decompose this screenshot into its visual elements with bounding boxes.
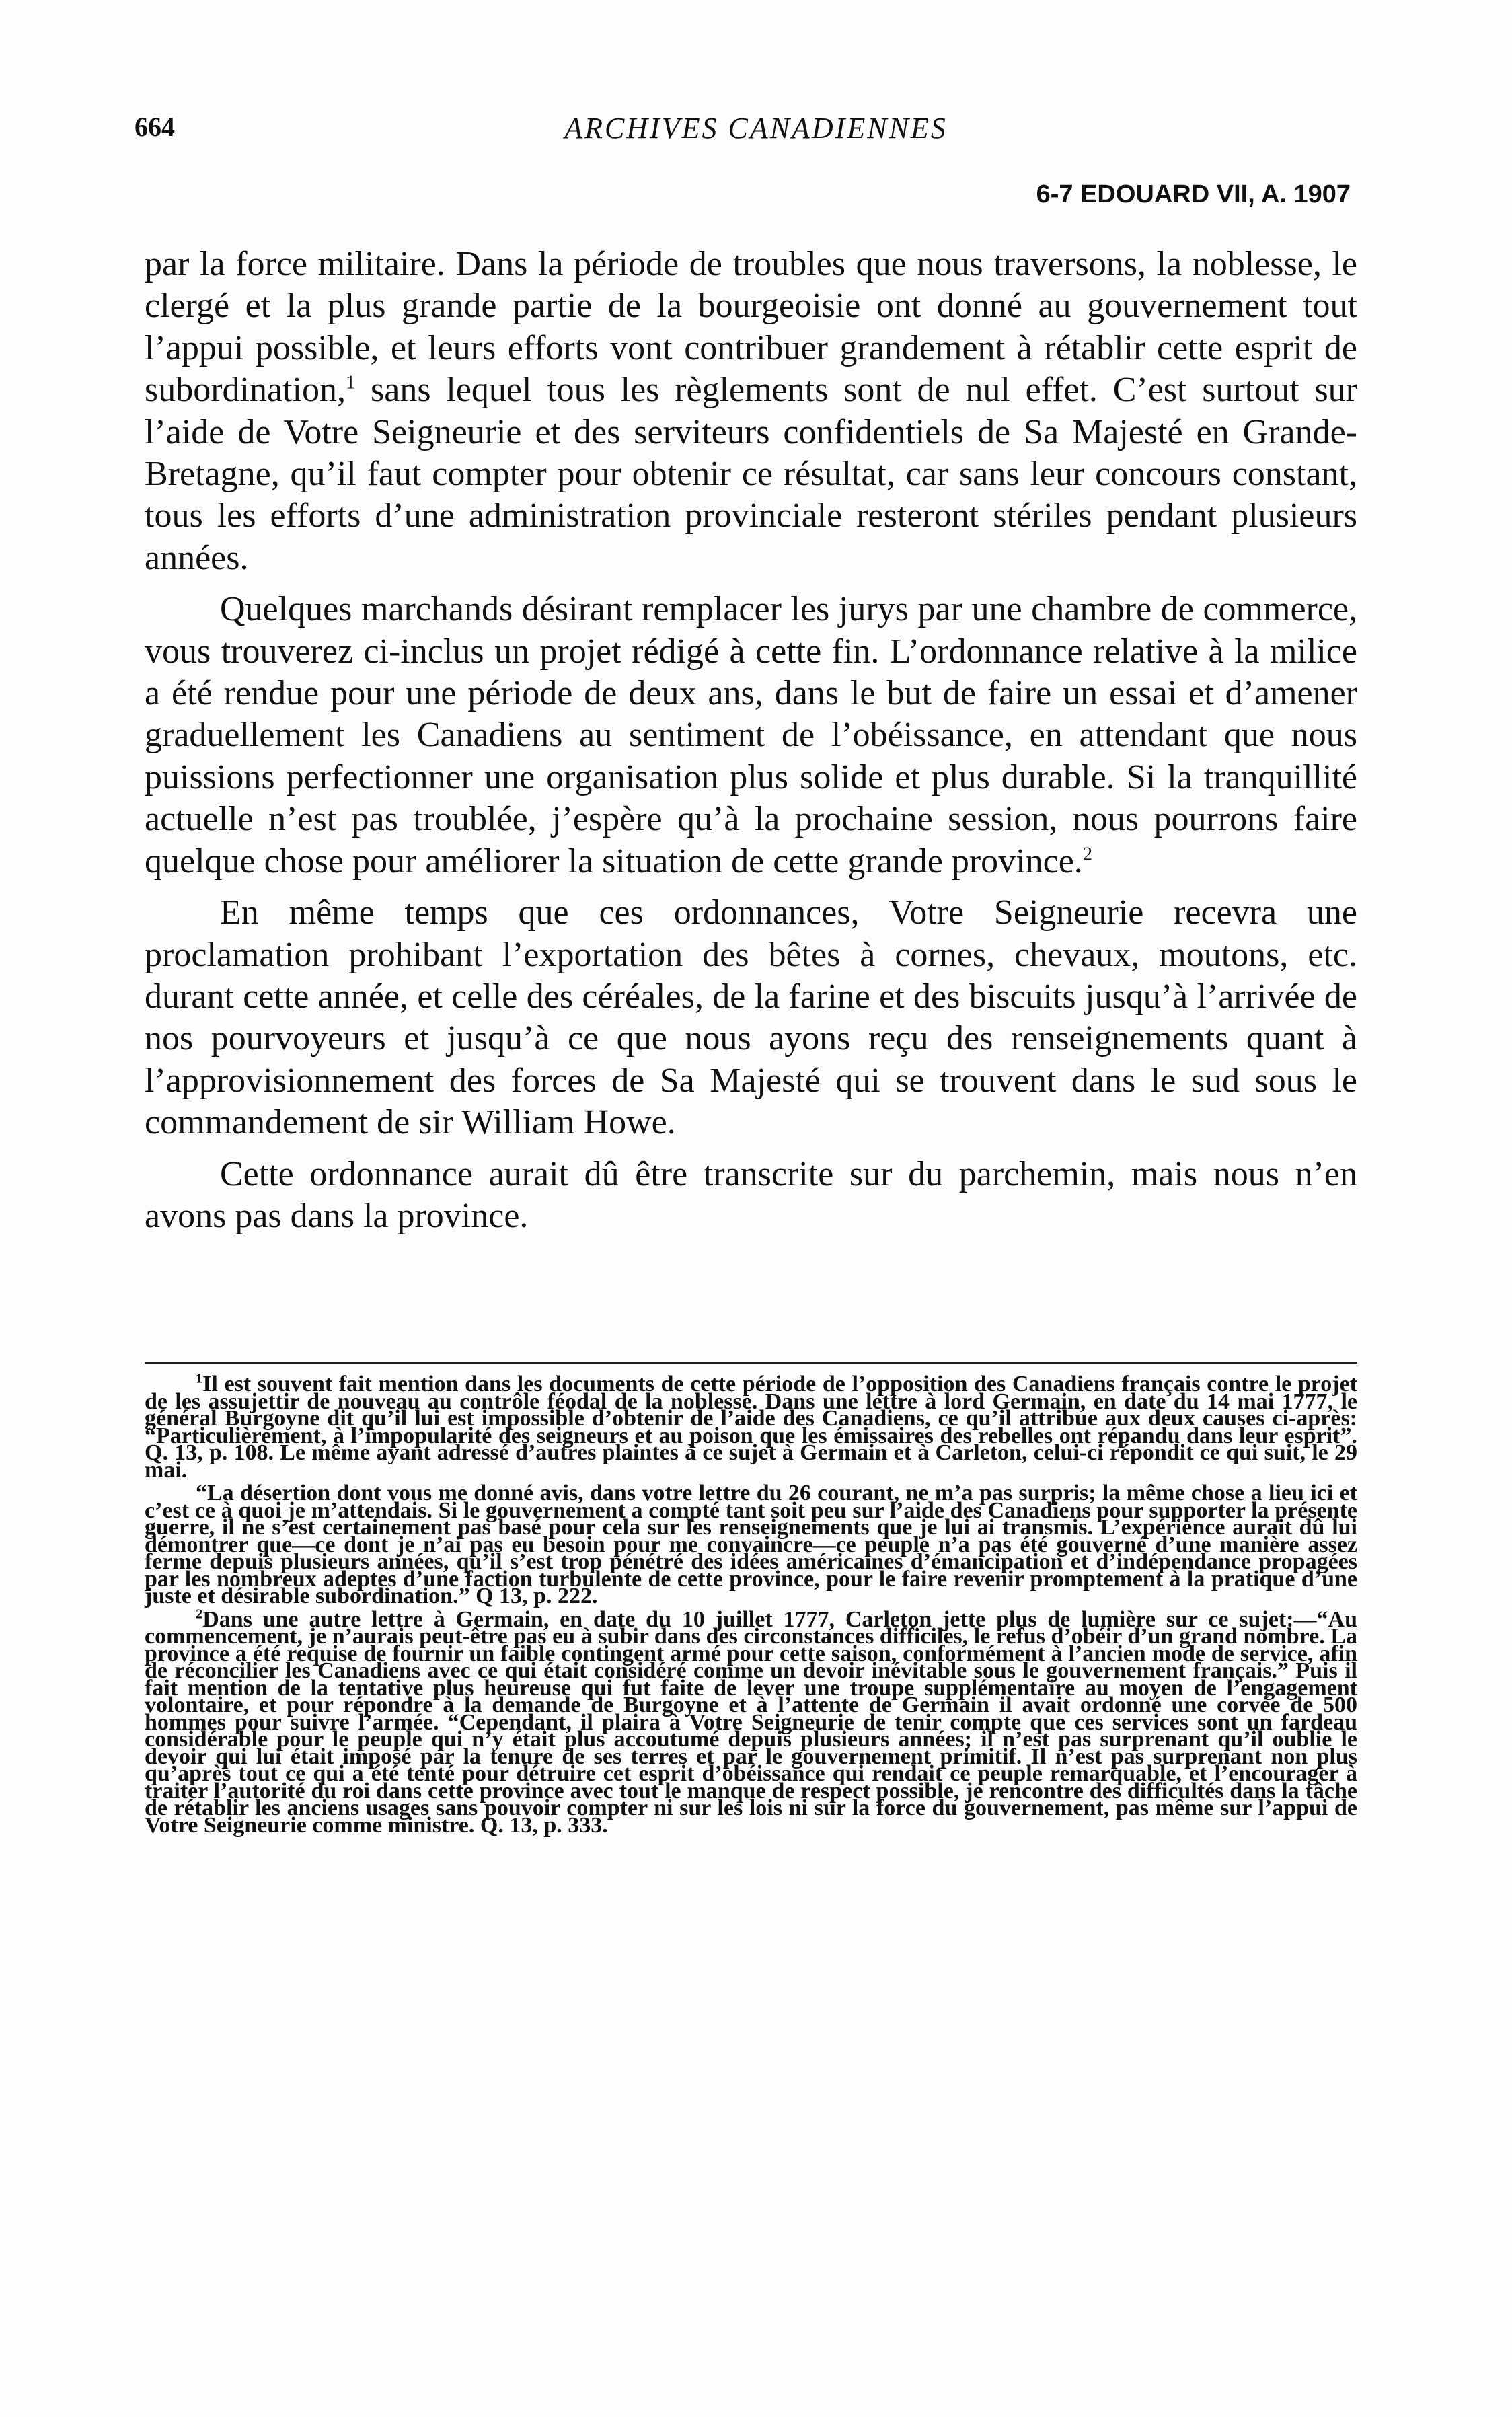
footnote-divider	[145, 1362, 1357, 1364]
paragraph-1-text-b: sans lequel tous les règlements sont de nul effet. C’est surtout sur l’aide de Votre Seigneurie et des serviteurs confidentiels de Sa Majesté en Grande-Bretagne, qu’il faut compter pour obtenir ce résultat, car sans leur concours constant, tous les efforts d’une administration provinciale resteront stériles pendant plusieurs années.	[145, 371, 1357, 577]
paragraph-4: Cette ordonnance aurait dû être transcrite sur du parchemin, mais nous n’en avons pas dans la province.	[145, 1154, 1357, 1235]
footnote-ref-2: 2	[1082, 844, 1093, 865]
volume-reference: 6-7 EDOUARD VII, A. 1907	[1036, 180, 1351, 209]
paragraph-3: En même temps que ces ordonnances, Votre Seigneurie recevra une proclamation prohibant l’exportation des bêtes à cornes, chevaux, moutons, etc. durant cette année, et celle des céréales, de la farine et des biscuits jusqu’à l’arrivée de nos pourvoyeurs et jusqu’à ce que nous ayons reçu des renseignements quant à l’approvisionnement des forces de Sa Majesté qui se trouvent dans le sud sous le commandement de sir William Howe.	[145, 893, 1357, 1142]
footnote-2-mark: 2	[196, 1606, 203, 1622]
paragraph-1-text-a: par la force militaire. Dans la période de troubles que nous traversons, la noblesse, le clergé et la plus grande partie de la bourgeoisie ont donné au gouvernement tout l’appui possible, et leurs efforts vont contribuer grandement à rétablir cette esprit de subordination,	[145, 245, 1357, 410]
footnote-2-text: Dans une autre lettre à Germain, en date du 10 juillet 1777, Carleton jette plus de lumière sur ce sujet:—“Au commencement, je n’aurais peut-être pas eu à subir dans des circonstances difficiles, le refus d’obéir d’un grand nombre. La province a été requise de fournir un faible contingent armé pour cette saison, conformément à l’ancien mode de service, afin de réconcilier les Canadiens avec ce qui était considéré comme un devoir inévitable sous le gouvernement français.” Puis il fait mention de la tentative plus heureuse qui fut faite de lever une troupe supplémentaire au moyen de l’engagement volontaire, et pour répondre à la demande de Burgoyne et à l’attente de Germain il avait ordonné une corvée de 500 hommes pour suivre l’armée. “Cependant, il plaira à Votre Seigneurie de tenir compte que ces services sont un fardeau considérable pour le peuple qui n’y était plus accoutumé depuis plusieurs années; il n’est pas surprenant qu’il oublie le devoir qui lui était imposé par la tenure de ses terres et par le gouvernement primitif. Il n’est pas surprenant non plus qu’après tout ce qui a été tenté pour détruire cet esprit d’obéissance qui rendait ce peuple remarquable, et l’encourager à traiter l’autorité du roi dans cette province avec tout le manque de respect possible, je rencontre des difficultés dans la tâche de rétablir les anciens usages sans pouvoir compter ni sur les lois ni sur la force du gouvernement, pas même sur l’appui de Votre Seigneurie comme ministre. Q. 13, p. 333.	[145, 1606, 1357, 1838]
page-number: 664	[135, 112, 175, 142]
footnote-1	[145, 1371, 1357, 1483]
running-title: ARCHIVES CANADIENNES	[564, 112, 948, 145]
paragraph-2	[145, 589, 1357, 883]
footnote-2	[145, 1606, 1357, 1838]
footnote-1-text: Il est souvent fait mention dans les documents de cette période de l’opposition des Canadiens français contre le projet de les assujettir de nouveau au contrôle féodal de la noblesse. Dans une lettre à lord Germain, en date du 14 mai 1777, le général Burgoyne dit qu’il lui est impossible d’obtenir de l’aide des Canadiens, ce qu’il attribue aux deux causes ci-après: “Particulièrement, à l’impopularité des seigneurs et au poison que les émissaires des rebelles ont répandu dans leur esprit”. Q. 13, p. 108. Le même ayant adressé d’autres plaintes à ce sujet à Germain et à Carleton, celui-ci répondit ce qui suit, le 29 mai.	[145, 1372, 1357, 1483]
footnote-1-mark: 1	[196, 1371, 203, 1386]
footnotes	[145, 1371, 1357, 1838]
footnote-1-quote: “La désertion dont vous me donné avis, dans votre lettre du 26 courant, ne m’a pas surpris; la même chose a lieu ici et c’est ce à quoi je m’attendais. Si le gouvernement a compté tant soit peu sur l’aide des Canadiens pour supporter la présente guerre, il ne s’est certainement pas basé pour cela sur les renseignements que je lui ai transmis. L’expérience aurait dû lui démontrer que—ce dont je n’ai pas eu besoin pour me convaincre—ce peuple n’a pas été gouverné d’une manière assez ferme depuis plusieurs années, qu’il s’est trop pénétré des idées américaines d’émancipation et d’indépendance propagées par les nombreux adeptes d’une faction turbulente de cette province, pour le faire revenir promptement à la pratique d’une juste et désirable subordination.” Q 13, p. 222.	[145, 1481, 1357, 1608]
paragraph-2-text: Quelques marchands désirant remplacer les jurys par une chambre de commerce, vous trouverez ci-inclus un projet rédigé à cette fin. L’ordonnance relative à la milice a été rendue pour une période de deux ans, dans le but de faire un essai et d’amener graduellement les Canadiens au sentiment de l’obéissance, en attendant que nous puissions perfectionner une organisation plus solide et plus durable. Si la tranquillité actuelle n’est pas troublée, j’espère qu’à la prochaine session, nous pourrons faire quelque chose pour améliorer la situation de cette grande province.	[145, 590, 1357, 881]
footnote-ref-1: 1	[345, 372, 356, 394]
paragraph-1	[145, 244, 1357, 579]
main-text	[145, 244, 1357, 1237]
